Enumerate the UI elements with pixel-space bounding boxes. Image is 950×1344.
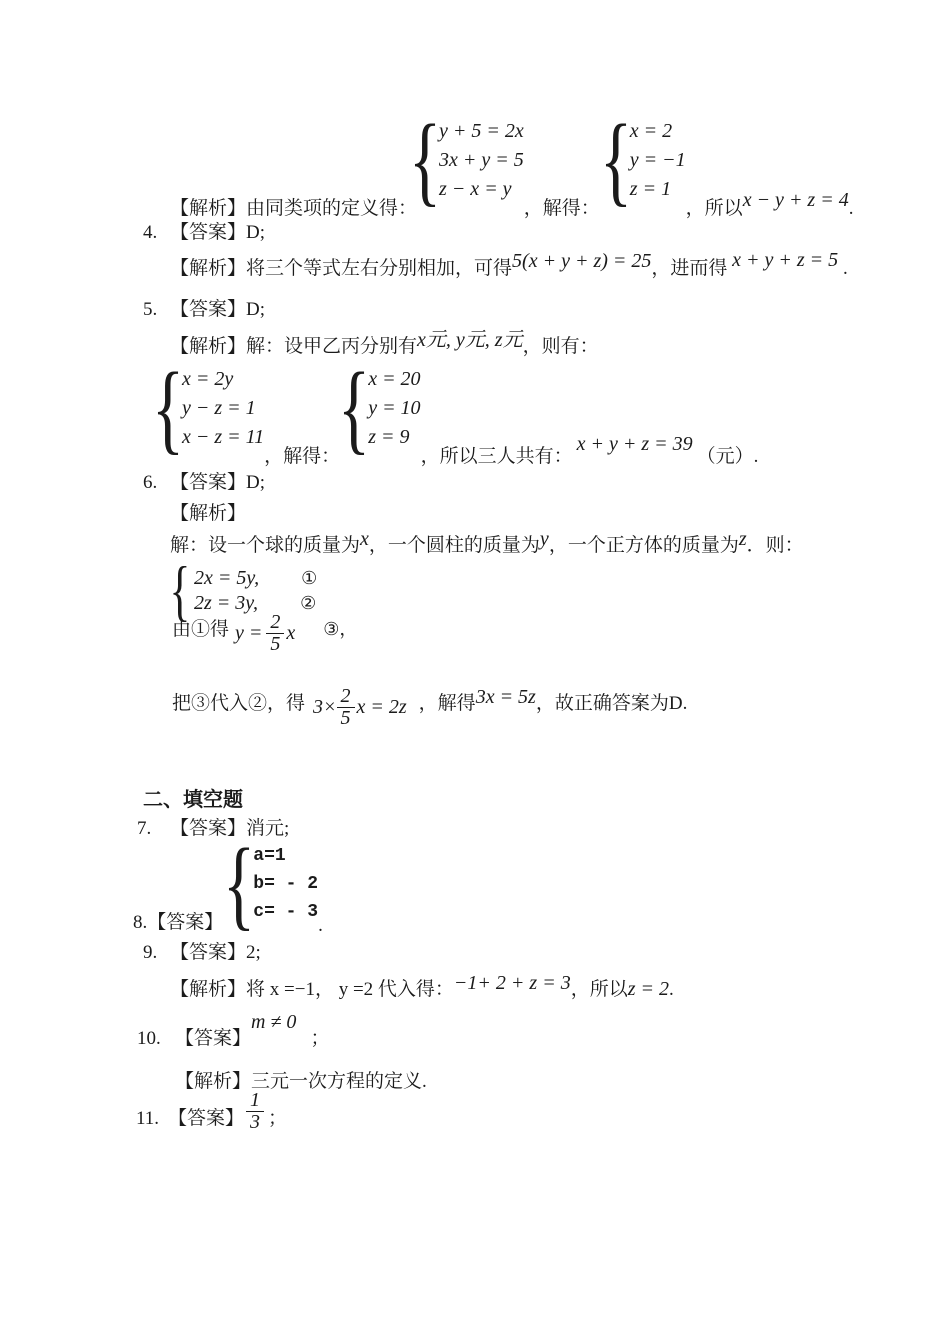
circled-one: ① [301,568,318,589]
item8-label [133,907,223,934]
answer-value: D; [246,222,266,243]
equation-line: x = 2y [182,367,234,390]
equation-system [338,351,421,464]
analysis-label: 【解析】 [175,1071,252,1092]
item3-analysis-row [170,103,854,220]
equation-line: z = 9 [368,425,410,448]
left-brace [408,103,442,216]
answer-value: D; [246,299,266,320]
equation-line: z − x = y [439,177,512,200]
then-text: ，则有： [522,336,599,357]
math-prefix: 3× [313,696,337,718]
math-expression: 5(x + y + z) = 25 [512,250,652,272]
solve-text: ，解得 [418,693,476,714]
section-title: 二、填空题 [143,789,243,811]
equation-lines [368,365,420,452]
curly-brace-glyph: { [151,351,185,464]
fraction-numerator: 1 [250,1089,261,1111]
answer-label: 【答案】 [170,299,247,320]
equation-line: x = 20 [368,367,421,390]
answer-label: 【答案】 [170,472,247,493]
solve-text: ，解得： [523,198,600,219]
step-lead-text: 由①得 [172,619,230,640]
item5 [143,294,599,358]
fraction [266,612,284,655]
variable-x: x [360,528,369,550]
fraction-denominator: 5 [266,633,284,655]
conclusion-text: ，故正确答案为D. [535,693,688,714]
period: . [838,258,848,279]
item9-answer-line [143,937,674,964]
analysis-label: 【解析】 [170,336,247,357]
equation-line: a=1 [253,846,286,866]
curly-brace-glyph: { [599,103,632,216]
circled-three-comma: ③， [323,619,358,640]
setup-text: ．则： [746,535,804,556]
analysis-label: 【解析】 [170,503,247,524]
item10 [137,1011,427,1093]
math-result: z = 2 [627,978,669,1000]
item5-analysis-line [170,329,599,358]
analysis-label: 【解析】 [170,198,247,219]
math-expression: −1+ 2 + z = 3 [453,972,571,994]
item4-answer-line [143,217,848,244]
analysis-label: 【解析】 [170,258,247,279]
fraction-expression [235,612,295,655]
fraction-answer [246,1090,264,1133]
item9 [143,937,674,1001]
analysis-lead-text: 解：设甲乙丙分别有 [246,336,418,357]
answer-value: D; [246,472,266,493]
period: . [848,198,854,219]
mid-text: ，进而得 [651,258,733,279]
answer-value: 消元; [246,818,290,839]
mid-text: ，所以 [570,979,628,1000]
left-brace [151,351,185,464]
equation-line: x − z = 11 [182,425,265,448]
fraction-denominator: 5 [337,707,355,729]
math-lhs: y = [235,622,263,644]
answer-value: 2; [246,942,261,963]
analysis-label-and-text [170,193,417,220]
item10-answer-line [137,1011,427,1050]
equation-line: y + 5 = 2x [439,119,524,142]
item9-analysis-line [170,974,674,1001]
analysis-lead-text: 由同类项的定义得： [246,198,418,219]
equation-line: 2z = 3y, [194,592,259,614]
math-result: 3x = 5z [475,686,536,708]
conclusion-text: ，所以三人共有： [420,446,573,467]
item6-step2-row [172,685,688,729]
analysis-label: 【解析】 [170,979,247,1000]
solve-text: ，解得： [264,446,341,467]
left-brace [338,351,371,464]
item-number: 7. [137,818,152,839]
semicolon: ； [268,1108,288,1129]
step-lead-text: 把③代入②，得 [172,693,306,714]
item-number: 8. [133,912,148,933]
period: . [669,979,674,1000]
item10-analysis-line [175,1066,427,1093]
equation-line: c= - 3 [253,902,319,922]
answer-label: 【答案】 [170,222,247,243]
item-number: 5. [143,299,158,320]
circled-two: ② [300,593,317,614]
math-result: x − y + z = 4 [742,189,849,211]
equation-line: 3x + y = 5 [439,148,524,171]
item6 [143,467,804,629]
equation-lines [630,117,686,204]
item-number: 9. [143,942,158,963]
item-number: 11. [136,1108,160,1129]
equation-line: z = 1 [629,177,672,200]
math-answer: m ≠ 0 [251,1011,297,1033]
equation-line: y = 10 [368,396,421,419]
equation-lines [253,842,318,926]
equation-line: x = 2 [629,119,673,142]
fraction-numerator: 2 [270,611,281,633]
setup-text: ，一个圆柱的质量为 [368,535,540,556]
equation-line: 2x = 5y, [194,567,260,589]
fraction-denominator: 3 [246,1111,264,1133]
item4 [143,217,848,280]
left-brace [599,103,632,216]
item6-analysis-label-line [170,498,804,525]
math-suffix: x = 2z [356,696,407,718]
answer-label: 【答案】 [170,942,247,963]
variable-z: z [738,528,747,550]
curly-brace-glyph: { [408,103,442,216]
item4-analysis-line [170,249,848,280]
answer-label: 【答案】 [147,912,224,933]
item6-answer-line [143,467,804,494]
equation-lines [439,117,524,204]
equation-lines [182,365,264,452]
answer-label: 【答案】 [168,1108,245,1129]
semicolon: ； [310,1028,330,1049]
item11-label [136,1103,244,1130]
analysis-lead-text: 将 x =−1， y =2 代入得： [246,979,454,1000]
answer-label: 【答案】 [170,818,247,839]
curly-brace-glyph: { [338,351,371,464]
math-variables: x元, y元, z元 [417,329,523,351]
item-number: 4. [143,222,158,243]
equation-line: b= - 2 [253,874,319,894]
math-expression: x + y + z = 5 [732,249,839,271]
fraction [337,686,355,729]
equation-system [408,103,524,216]
setup-text: 解：设一个球的质量为 [170,535,361,556]
conclusion-text: ，所以 [685,198,743,219]
fraction-numerator: 2 [340,685,351,707]
curly-brace-glyph: { [169,553,191,629]
equation-lines [194,566,317,616]
math-rhs: x [286,622,296,644]
item-number: 10. [137,1028,161,1049]
math-result: x + y + z = 39 [576,433,693,455]
item5-systems-row [151,351,759,468]
fraction-expression [313,686,407,729]
period: . [318,915,323,936]
item5-answer-line [143,294,599,321]
curly-brace-glyph: { [223,827,256,940]
equation-line: y − z = 1 [182,396,256,419]
item6-step1-row [172,611,358,655]
setup-text: ，一个正方体的质量为 [548,535,739,556]
item11 [136,1089,288,1133]
item-number: 6. [143,472,158,493]
unit-text: （元）. [696,446,759,467]
analysis-text: 三元一次方程的定义. [251,1071,427,1092]
variable-y: y [539,528,549,550]
answer-label: 【答案】 [175,1028,252,1049]
equation-system [599,103,686,216]
equation-line: y = −1 [629,148,686,171]
left-brace [223,827,256,940]
analysis-lead-text: 将三个等式左右分别相加，可得 [246,258,513,279]
item6-setup-line [170,530,804,557]
equation-system [151,351,265,464]
